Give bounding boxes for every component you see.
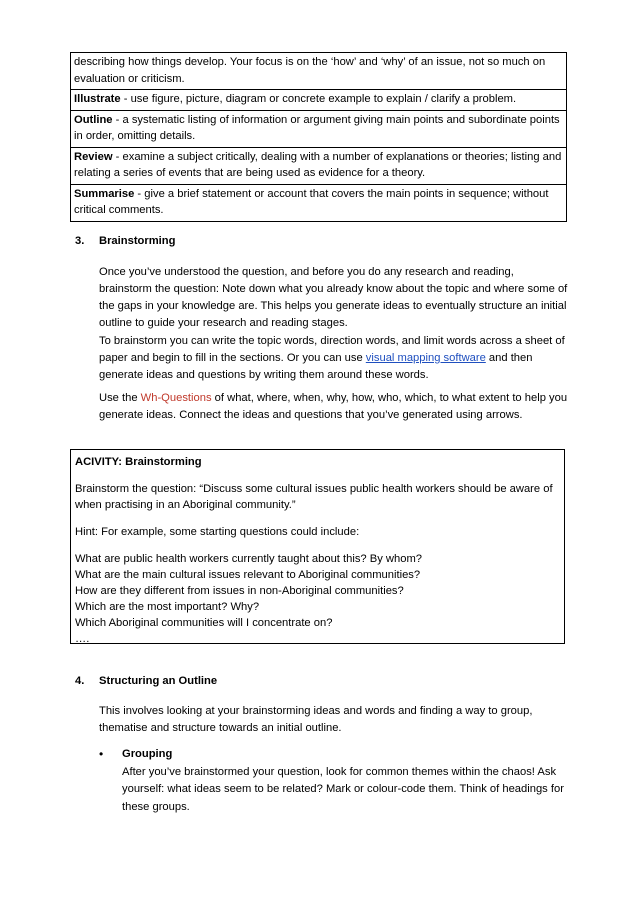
section-3-paragraph-3	[99, 390, 569, 424]
section-3-number: 3.	[75, 235, 85, 247]
section-4-number: 4.	[75, 675, 85, 687]
grouping-title: Grouping	[122, 748, 173, 760]
section-3-paragraph-2-text: To brainstorm you can write the topic words, direction words, and limit words across a sheet of paper and begin to fill in the sections. Or you can use	[99, 335, 565, 364]
visual-mapping-software-link[interactable]: visual mapping software	[365, 352, 486, 364]
activity-question: Brainstorm the question: “Discuss some cultural issues public health workers should be aware of when practising in an Aboriginal community.”	[75, 483, 553, 511]
bullet-icon: •	[99, 747, 104, 761]
section-3-heading	[75, 233, 175, 249]
activity-hint: Hint: For example, some starting questions could include:	[75, 526, 360, 538]
definition-text: describing how things develop. Your focus is on the ‘how’ and ‘why’ of an issue, not so much on evaluation or criticism.	[74, 56, 546, 85]
definition-term: Outline	[74, 113, 113, 126]
definition-text: - a systematic listing of information or argument giving main points and subordinate points in order, omitting details.	[74, 113, 560, 142]
definition-term: Illustrate	[74, 93, 121, 105]
section-3-paragraph-1: Once you’ve understood the question, and before you do any research and reading, brainstorm the question: Note down what you already know about the topic and where some of the gaps in your knowledge are. This helps you generate ideas to eventually structure an initial outline to guide your research and reading stages.	[99, 266, 568, 329]
definition-cell	[71, 110, 567, 147]
section-4-intro: This involves looking at your brainstorming ideas and words and finding a way to group, thematise and structure towards an initial outline.	[99, 705, 533, 734]
section-3-paragraph-2	[99, 333, 569, 384]
activity-box	[70, 449, 565, 644]
wh-questions-highlight: Wh-Questions	[140, 392, 212, 404]
activity-title: ACIVITY: Brainstorming	[75, 456, 202, 468]
section-4-heading	[75, 673, 217, 689]
definition-row	[71, 147, 567, 184]
definition-cell	[71, 147, 567, 184]
activity-question-item: What are the main cultural issues relevant to Aboriginal communities?	[75, 569, 421, 581]
definition-row	[71, 53, 567, 90]
definition-text: - examine a subject critically, dealing with a number of explanations or theories; listing and relating a series of events that are being used as evidence for a theory.	[74, 150, 562, 179]
definition-cell	[71, 184, 567, 221]
section-3-title: Brainstorming	[99, 235, 176, 247]
activity-question-item: Which are the most important? Why?	[75, 601, 260, 613]
definition-row	[71, 90, 567, 111]
activity-question-item: Which Aboriginal communities will I concentrate on?	[75, 617, 333, 629]
definition-cell	[71, 90, 567, 111]
definition-row	[71, 184, 567, 221]
definition-text: - use figure, picture, diagram or concrete example to explain / clarify a problem.	[120, 93, 517, 105]
definition-term: Review	[74, 150, 113, 163]
section-3-paragraph-3-text-end: of what, where, when, why, how, who, which, to what extent to help you generate ideas. Connect the ideas and questions that you’ve generated using arrows.	[99, 392, 568, 421]
section-4-title: Structuring an Outline	[99, 675, 218, 687]
definition-row	[71, 110, 567, 147]
definition-cell	[71, 53, 567, 90]
definitions-table	[70, 52, 567, 222]
definition-text: - give a brief statement or account that covers the main points in sequence; without critical comments.	[74, 187, 549, 216]
grouping-text: After you’ve brainstormed your question, look for common themes within the chaos! Ask yourself: what ideas seem to be related? Mark or colour-code them. Think of headings for these groups.	[122, 765, 564, 813]
activity-question-item: ….	[75, 633, 90, 645]
section-3-paragraph-2-text-end: and then generate ideas and questions by writing them around these words.	[99, 352, 533, 381]
definition-term: Summarise	[74, 187, 135, 200]
activity-question-item: What are public health workers currently taught about this? By whom?	[75, 553, 422, 565]
section-3-paragraph-3-text: Use the	[99, 392, 141, 404]
grouping-bullet	[122, 746, 572, 816]
activity-question-item: How are they different from issues in non-Aboriginal communities?	[75, 585, 404, 597]
